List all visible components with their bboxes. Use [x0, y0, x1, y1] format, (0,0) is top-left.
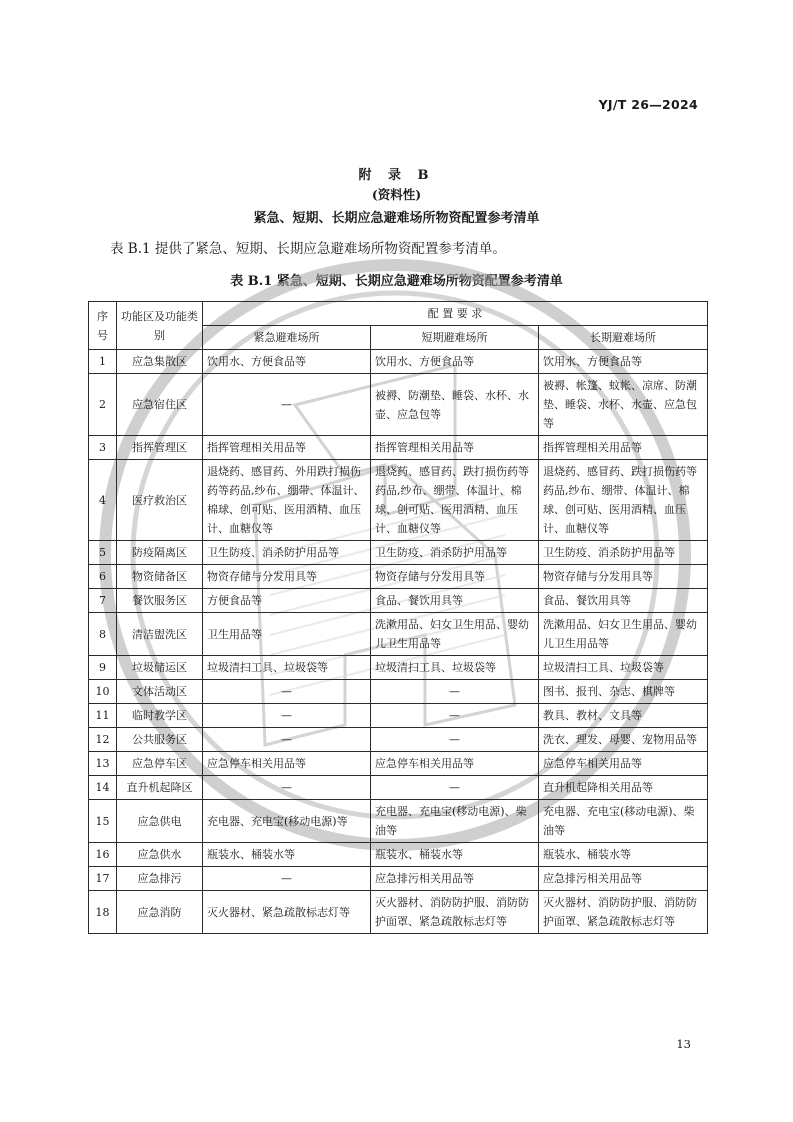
long-term-cell: 食品、餐饮用具等	[539, 589, 708, 613]
header-area: 功能区及功能类别	[117, 302, 203, 350]
area-cell: 应急排污	[117, 867, 203, 891]
table-row	[89, 436, 708, 460]
short-term-cell: 指挥管理相关用品等	[371, 436, 539, 460]
table-row	[89, 656, 708, 680]
table-row	[89, 728, 708, 752]
area-cell: 垃圾储运区	[117, 656, 203, 680]
emergency-cell: 饮用水、方便食品等	[203, 350, 371, 374]
long-term-cell: 洗衣、理发、母婴、宠物用品等	[539, 728, 708, 752]
short-term-cell: 食品、餐饮用具等	[371, 589, 539, 613]
emergency-cell: —	[203, 680, 371, 704]
appendix-name: 紧急、短期、长期应急避难场所物资配置参考清单	[253, 211, 540, 226]
long-term-cell: 垃圾清扫工具、垃圾袋等	[539, 656, 708, 680]
long-term-cell: 应急排污相关用品等	[539, 867, 708, 891]
short-term-cell: —	[371, 728, 539, 752]
emergency-cell: —	[203, 776, 371, 800]
row-number: 5	[89, 541, 117, 565]
area-cell: 指挥管理区	[117, 436, 203, 460]
area-cell: 应急供水	[117, 843, 203, 867]
short-term-cell: 卫生防疫、消杀防护用品等	[371, 541, 539, 565]
table-row	[89, 350, 708, 374]
header-emergency: 紧急避难场所	[203, 326, 371, 350]
long-term-cell: 瓶装水、桶装水等	[539, 843, 708, 867]
emergency-cell: 垃圾清扫工具、垃圾袋等	[203, 656, 371, 680]
short-term-cell: —	[371, 776, 539, 800]
short-term-cell: 垃圾清扫工具、垃圾袋等	[371, 656, 539, 680]
long-term-cell: 图书、报刊、杂志、棋牌等	[539, 680, 708, 704]
standard-code: YJ/T 26—2024	[598, 97, 698, 112]
long-term-cell: 洗漱用品、妇女卫生用品、婴幼儿卫生用品等	[539, 613, 708, 656]
emergency-cell: 灭火器材、紧急疏散标志灯等	[203, 891, 371, 934]
row-number: 12	[89, 728, 117, 752]
row-number: 14	[89, 776, 117, 800]
short-term-cell: —	[371, 680, 539, 704]
emergency-cell: 应急停车相关用品等	[203, 752, 371, 776]
long-term-cell: 饮用水、方便食品等	[539, 350, 708, 374]
row-number: 15	[89, 800, 117, 843]
long-term-cell: 直升机起降相关用品等	[539, 776, 708, 800]
table-row	[89, 800, 708, 843]
emergency-cell: 物资存储与分发用具等	[203, 565, 371, 589]
table-row	[89, 565, 708, 589]
emergency-cell: 方便食品等	[203, 589, 371, 613]
area-cell: 文体活动区	[117, 680, 203, 704]
area-cell: 应急供电	[117, 800, 203, 843]
emergency-cell: 指挥管理相关用品等	[203, 436, 371, 460]
area-cell: 公共服务区	[117, 728, 203, 752]
long-term-cell: 指挥管理相关用品等	[539, 436, 708, 460]
table-row	[89, 891, 708, 934]
table-row	[89, 613, 708, 656]
appendix-nature: (资料性)	[371, 187, 422, 202]
emergency-cell: 充电器、充电宝(移动电源)等	[203, 800, 371, 843]
emergency-cell: 瓶装水、桶装水等	[203, 843, 371, 867]
table-row	[89, 752, 708, 776]
header-index: 序号	[89, 302, 117, 350]
table-row	[89, 680, 708, 704]
row-number: 6	[89, 565, 117, 589]
long-term-cell: 退烧药、感冒药、跌打损伤药等药品,纱布、绷带、体温计、棉球、创可贴、医用酒精、血压计、血糖仪等	[539, 460, 708, 541]
short-term-cell: 被褥、防潮垫、睡袋、水杯、水壶、应急包等	[371, 374, 539, 436]
appendix-title: 附 录 B	[358, 168, 435, 183]
emergency-cell: —	[203, 728, 371, 752]
row-number: 1	[89, 350, 117, 374]
table-row	[89, 867, 708, 891]
intro-paragraph: 表 B.1 提供了紧急、短期、长期应急避难场所物资配置参考清单。	[110, 241, 506, 257]
short-term-cell: 充电器、充电宝(移动电源)、柴油等	[371, 800, 539, 843]
header-long-term: 长期避难场所	[539, 326, 708, 350]
area-cell: 防疫隔离区	[117, 541, 203, 565]
row-number: 3	[89, 436, 117, 460]
area-cell: 餐饮服务区	[117, 589, 203, 613]
table-row	[89, 460, 708, 541]
header-config: 配 置 要 求	[203, 302, 708, 326]
row-number: 9	[89, 656, 117, 680]
area-cell: 应急停车区	[117, 752, 203, 776]
row-number: 4	[89, 460, 117, 541]
area-cell: 临时教学区	[117, 704, 203, 728]
short-term-cell: 饮用水、方便食品等	[371, 350, 539, 374]
table-row	[89, 541, 708, 565]
long-term-cell: 被褥、帐篷、蚊帐、凉席、防潮垫、睡袋、水杯、水壶、应急包等	[539, 374, 708, 436]
long-term-cell: 物资存储与分发用具等	[539, 565, 708, 589]
area-cell: 直升机起降区	[117, 776, 203, 800]
emergency-cell: —	[203, 374, 371, 436]
area-cell: 医疗救治区	[117, 460, 203, 541]
row-number: 13	[89, 752, 117, 776]
area-cell: 物资储备区	[117, 565, 203, 589]
emergency-cell: 退烧药、感冒药、外用跌打损伤药等药品,纱布、绷带、体温计、棉球、创可贴、医用酒精、血压计、血糖仪等	[203, 460, 371, 541]
short-term-cell: 洗漱用品、妇女卫生用品、婴幼儿卫生用品等	[371, 613, 539, 656]
short-term-cell: 应急排污相关用品等	[371, 867, 539, 891]
short-term-cell: 瓶装水、桶装水等	[371, 843, 539, 867]
table-row	[89, 843, 708, 867]
long-term-cell: 灭火器材、消防防护服、消防防护面罩、紧急疏散标志灯等	[539, 891, 708, 934]
area-cell: 应急集散区	[117, 350, 203, 374]
short-term-cell: 应急停车相关用品等	[371, 752, 539, 776]
short-term-cell: —	[371, 704, 539, 728]
row-number: 8	[89, 613, 117, 656]
short-term-cell: 灭火器材、消防防护服、消防防护面罩、紧急疏散标志灯等	[371, 891, 539, 934]
long-term-cell: 教具、教材、文具等	[539, 704, 708, 728]
page-number: 13	[676, 1037, 691, 1051]
row-number: 18	[89, 891, 117, 934]
emergency-cell: 卫生用品等	[203, 613, 371, 656]
area-cell: 应急宿住区	[117, 374, 203, 436]
row-number: 10	[89, 680, 117, 704]
long-term-cell: 应急停车相关用品等	[539, 752, 708, 776]
table-caption: 表 B.1 紧急、短期、长期应急避难场所物资配置参考清单	[230, 274, 563, 289]
short-term-cell: 物资存储与分发用具等	[371, 565, 539, 589]
row-number: 2	[89, 374, 117, 436]
row-number: 17	[89, 867, 117, 891]
short-term-cell: 退烧药、感冒药、跌打损伤药等药品,纱布、绷带、体温计、棉球、创可贴、医用酒精、血压计、血糖仪等	[371, 460, 539, 541]
emergency-cell: 卫生防疫、消杀防护用品等	[203, 541, 371, 565]
table-row	[89, 374, 708, 436]
table-row	[89, 589, 708, 613]
row-number: 16	[89, 843, 117, 867]
table-row	[89, 704, 708, 728]
area-cell: 应急消防	[117, 891, 203, 934]
row-number: 11	[89, 704, 117, 728]
emergency-cell: —	[203, 867, 371, 891]
header-short-term: 短期避难场所	[371, 326, 539, 350]
supply-list-table	[88, 301, 708, 934]
area-cell: 清洁盥洗区	[117, 613, 203, 656]
long-term-cell: 卫生防疫、消杀防护用品等	[539, 541, 708, 565]
emergency-cell: —	[203, 704, 371, 728]
row-number: 7	[89, 589, 117, 613]
table-row	[89, 776, 708, 800]
long-term-cell: 充电器、充电宝(移动电源)、柴油等	[539, 800, 708, 843]
